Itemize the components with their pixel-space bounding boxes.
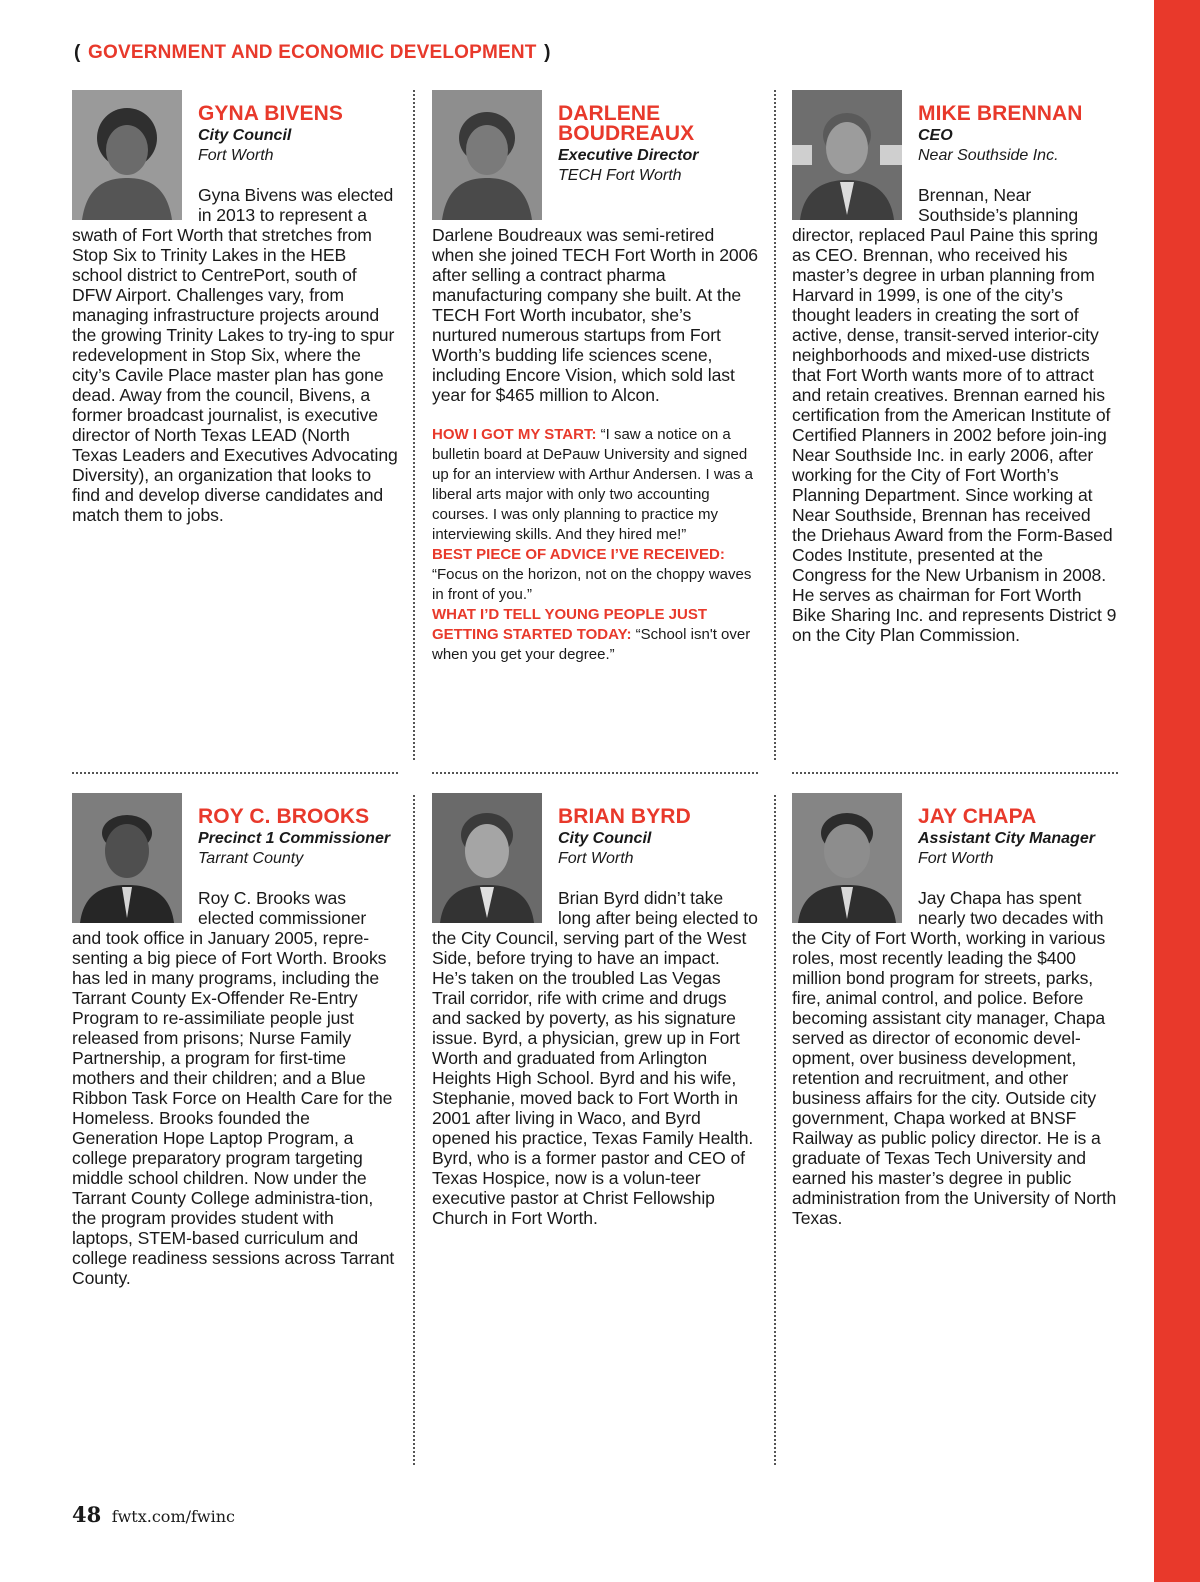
profile-bio: Roy C. Brooks was elected commissioner and took office in January 2005, repre-senting a big piece of Fort Worth. Brooks has led in many programs, including the Tarrant County Ex-Offender Re-Entry Program to re-assimiliate people just released from prisons; Nurse Family Partnership, a program for first-time mothers and their children; and a Blue Ribbon Task Force on Health Care for the Homeless. Brooks founded the Generation Hope Laptop Program, a college preparatory program targeting middle school children. Now under the Tarrant County College administra-tion, the program provides student with laptops, STEM-based curriculum and college readiness sessions across Tarrant County.: [72, 888, 395, 1288]
column-divider: [413, 90, 415, 760]
profile-bio: Gyna Bivens was elected in 2013 to represent a swath of Fort Worth that stretches from Stop Six to Trinity Lakes in the HEB school district to CentrePort, south of DFW Airport. Challenges vary, from managing infrastructure projects around the growing Trinity Lakes to try-ing to spur redevelopment in Stop Six, where the city’s Cavile Place master plan has gone dead. Away from the council, Bivens, a former broadcast journalist, is executive director of North Texas LEAD (North Texas Leaders and Executives Advocating Diversity), an organization that looks to find and develop diverse candidates and match them to jobs.: [72, 185, 398, 525]
profile-card-brian-byrd: [432, 793, 758, 1228]
qa-item: [432, 425, 758, 545]
qa-question: BEST PIECE OF ADVICE I’VE RECEIVED:: [432, 546, 725, 563]
portrait-photo: [72, 793, 182, 923]
profile-name: JAY CHAPA: [918, 805, 1037, 828]
page-number: 48: [72, 1502, 102, 1527]
profile-name: MIKE BRENNAN: [918, 102, 1083, 125]
profile-organization: TECH Fort Worth: [558, 167, 682, 184]
profile-name: ROY C. BROOKS: [198, 805, 370, 828]
profile-bio: Darlene Boudreaux was semi-retired when she joined TECH Fort Worth in 2006 after selling a contract pharma manufacturing company she built. At the TECH Fort Worth incubator, she’s nurtured numerous startups from Fort Worth’s budding life sciences scene, including Encore Vision, which sold last year for $465 million to Alcon.: [432, 225, 758, 405]
portrait-photo: [792, 90, 902, 220]
edge-color-bar: [1154, 0, 1200, 1582]
profile-role: City Council: [558, 830, 652, 847]
profile-name: DARLENE BOUDREAUX: [558, 102, 695, 145]
row-divider: [432, 772, 758, 774]
qa-block: [432, 425, 758, 665]
profile-card-jay-chapa: [792, 793, 1118, 1228]
profile-bio: Jay Chapa has spent nearly two decades with the City of Fort Worth, working in various roles, most recently leading the $400 million bond program for streets, parks, fire, animal control, and police. Before becoming assistant city manager, Chapa served as director of economic devel-opment, over business development, retention and recruitment, and other business affairs for the city. Outside city government, Chapa worked at BNSF Railway as public policy director. He is a graduate of Texas Tech University and earned his master’s degree in public administration from the University of North Texas.: [792, 888, 1117, 1228]
qa-item: [432, 605, 758, 665]
portrait-image: [432, 90, 542, 220]
profile-organization: Near Southside Inc.: [918, 147, 1059, 164]
portrait-image: [432, 793, 542, 923]
page-footer: [72, 1502, 235, 1527]
profile-role: Precinct 1 Commissioner: [198, 830, 391, 847]
profile-card-mike-brennan: [792, 90, 1118, 645]
profile-bio: Brian Byrd didn’t take long after being elected to the City Council, serving part of the West Side, before trying to have an impact. He’s taken on the troubled Las Vegas Trail corridor, rife with crime and drugs and sacked by poverty, as his signature issue. Byrd, a physician, grew up in Fort Worth and graduated from Arlington Heights High School. Byrd and his wife, Stephanie, moved back to Fort Worth in 2001 after living in Waco, and Byrd opened his practice, Texas Family Health. Byrd, who is a former pastor and CEO of Texas Hospice, now is a volun-teer executive pastor at Christ Fellowship Church in Fort Worth.: [432, 888, 758, 1228]
section-paren-close: ): [544, 42, 551, 63]
qa-item: [432, 545, 758, 605]
section-paren-open: (: [74, 42, 81, 63]
portrait-image: [72, 90, 182, 220]
profile-organization: Tarrant County: [198, 850, 304, 867]
profile-organization: Fort Worth: [558, 850, 634, 867]
qa-answer: “School isn't over when you get your degree.”: [432, 626, 751, 663]
profile-name: BRIAN BYRD: [558, 805, 691, 828]
row-divider: [792, 772, 1118, 774]
portrait-image: [792, 90, 902, 220]
column-divider: [413, 795, 415, 1465]
qa-answer: “I saw a notice on a bulletin board at DePauw University and signed up for an interview with Arthur Andersen. I was a liberal arts major with only two accounting courses. I was only planning to practice my interviewing skills. And they hired me!”: [432, 426, 753, 543]
portrait-image: [72, 793, 182, 923]
profile-role: CEO: [918, 127, 953, 144]
portrait-photo: [432, 793, 542, 923]
section-header: [72, 42, 553, 64]
qa-answer: “Focus on the horizon, not on the choppy waves in front of you.”: [432, 566, 752, 603]
profile-organization: Fort Worth: [198, 147, 274, 164]
profile-role: City Council: [198, 127, 292, 144]
portrait-photo: [432, 90, 542, 220]
profile-card-gyna-bivens: [72, 90, 398, 525]
portrait-photo: [792, 793, 902, 923]
profile-organization: Fort Worth: [918, 850, 994, 867]
footer-url[interactable]: fwtx.com/fwinc: [111, 1507, 235, 1526]
column-divider: [774, 90, 776, 760]
profile-card-darlene-boudreaux: [432, 90, 758, 665]
profile-role: Assistant City Manager: [918, 830, 1095, 847]
portrait-photo: [72, 90, 182, 220]
column-divider: [774, 795, 776, 1465]
qa-question: HOW I GOT MY START:: [432, 426, 597, 443]
profile-name: GYNA BIVENS: [198, 102, 344, 125]
profile-card-roy-brooks: [72, 793, 398, 1288]
profile-role: Executive Director: [558, 147, 699, 164]
row-divider: [72, 772, 398, 774]
section-title: GOVERNMENT AND ECONOMIC DEVELOPMENT: [88, 42, 537, 63]
portrait-image: [792, 793, 902, 923]
qa-question: WHAT I’D TELL YOUNG PEOPLE JUST GETTING STARTED TODAY:: [432, 606, 708, 643]
profile-bio: Brennan, Near Southside’s planning director, replaced Paul Paine this spring as CEO. Brennan, who received his master’s degree in urban planning from Harvard in 1999, is one of the city’s thought leaders in creating the sort of active, dense, transit-served interior-city neighborhoods and mixed-use districts that Fort Worth wants more of to attract and retain creatives. Brennan earned his certification from the American Institute of Certified Planners in 2002 before join-ing Near Southside Inc. in early 2006, after working for the City of Fort Worth’s Planning Department. Since working at Near Southside, Brennan has received the Driehaus Award from the Form-Based Codes Institute, presented at the Congress for the New Urbanism in 2008. He serves as chairman for Fort Worth Bike Sharing Inc. and represents District 9 on the City Plan Commission.: [792, 185, 1117, 645]
